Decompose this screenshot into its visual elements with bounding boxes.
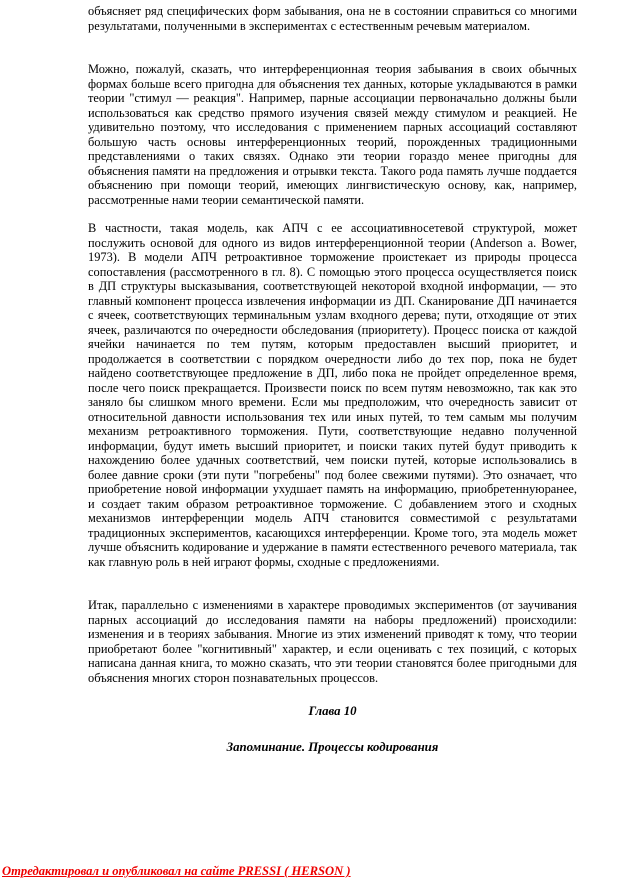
- chapter-subtitle: Запоминание. Процессы кодирования: [226, 740, 439, 754]
- paragraph: Можно, пожалуй, сказать, что интерференционная теория забывания в своих обычных формах больше всего пригодна для объяснения тех данных, которые укладываются в рамки теории "стимул — реакция". Например, парные ассоциации первоначально должны были использоваться как средство прямого изучения связей между стимулом и реакцией. Не удивительно поэтому, что исследования с применением парных ассоциаций составляют большую часть основы интерференционных теорий, порожденных традиционными представлениями о таких связях. Однако эти теории гораздо менее пригодны для объяснения памяти на предложения и отрывки текста. Такого рода память лучше поддается объяснению при помощи теорий, имеющих лингвистическую основу, как, например, рассмотренные нами теории семантической памяти.: [88, 62, 577, 207]
- paragraph: В частности, такая модель, как АПЧ с ее ассоциативносетевой структурой, может послужить основой для одного из видов интерференционной теории (Anderson a. Bower, 1973). В модели АПЧ ретроактивное торможение проистекает из природы процесса сопоставления (рассмотренного в гл. 8). С помощью этого процесса осуществляется поиск в ДП структуры высказывания, соответствующей некоторой входной информации, — это главный компонент процесса извлечения информации из ДП. Сканирование ДП начинается с ячеек, соответствующих терминальным узлам входного дерева; пути, отходящие от этих ячеек, различаются по очередности обследования (приоритету). Процесс поиска от каждой ячейки начинается по тем путям, которым предоставлен высший приоритет, и продолжается в соответствии с порядком очередности либо до тех пор, пока не будет найдено соответствующее предложение в ДП, либо пока не пройдет определенное время, после чего поиск прекращается. Произвести поиск по всем путям невозможно, так как это заняло бы слишком много времени. Если мы предположим, что очередность зависит от относительной давности использования тех или иных путей, то тем самым мы получим механизм ретроактивного торможения. Пути, соответствующие недавно полученной информации, будут иметь высший приоритет, и поиски таких путей будут приводить к нахождению более удачных соответствий, чем поиски путей, которые использовались в более давние сроки (эти пути "погребены" под более свежими путями). Это означает, что приобретение новой информации ухудшает память на информацию, приобретеннуюранее, и создает таким образом ретроактивное торможение. С добавлением этого и сходных механизмов интерференции модель АПЧ становится совместимой с результатами традиционных экспериментов, касающихся интерференции. Кроме того, эта модель может лучше объяснить кодирование и удержание в памяти естественного речевого материала, так как главную роль в ней играют формы, сходные с предложениями.: [88, 221, 577, 569]
- footer-note: Отредактировал и опубликовал на сайте PRESSI ( HERSON ): [2, 864, 351, 878]
- paragraph: объясняет ряд специфических форм забывания, она не в состоянии справиться со многими результатами, полученными в экспериментах с естественным речевым материалом.: [88, 4, 577, 33]
- text-column: [88, 4, 577, 755]
- chapter-heading: Глава 10: [308, 704, 357, 718]
- paragraph: Итак, параллельно с изменениями в характере проводимых экспериментов (от заучивания парных ассоциаций до исследования памяти на наборы предложений) происходили: изменения и в теориях забывания. Многие из этих изменений приводят к тому, что теории приобретают более "когнитивный" характер, и если оценивать с тех позиций, с которых написана данная книга, то можно сказать, что эти теории становятся более пригодными для объяснения многих сторон познавательных процессов.: [88, 598, 577, 685]
